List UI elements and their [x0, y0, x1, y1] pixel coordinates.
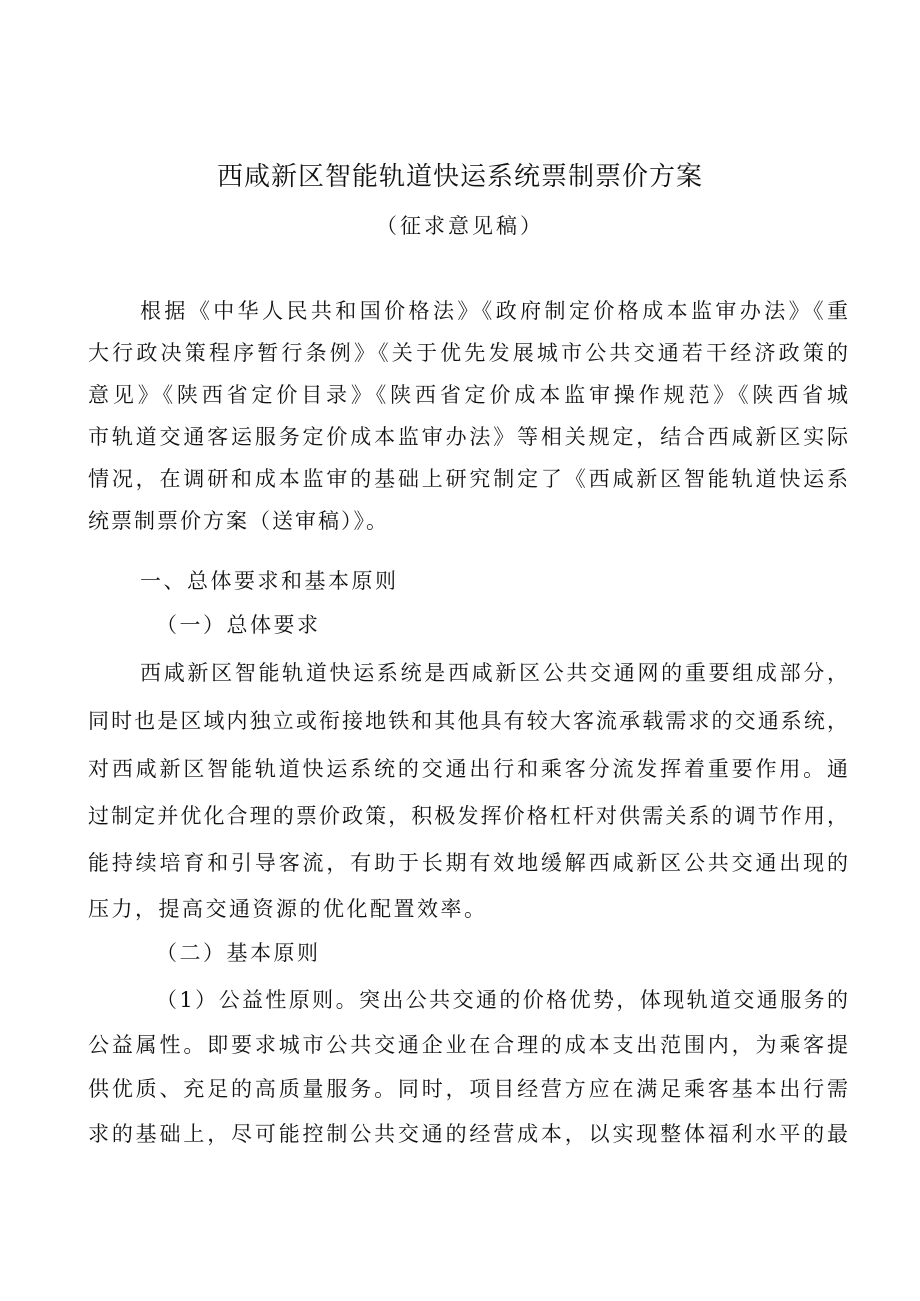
requirements-line: 压力，提高交通资源的优化配置效率。 [88, 897, 488, 921]
intro-line: 市轨道交通客运服务定价成本监审办法》等相关规定，结合西咸新区实际 [88, 425, 848, 449]
intro-line: 统票制票价方案（送审稿）》。 [88, 509, 389, 533]
principle-line: 公益属性。即要求城市公共交通企业在合理的成本支出范围内，为乘客提 [88, 1033, 848, 1057]
requirements-line: 同时也是区域内独立或衔接地铁和其他具有较大客流承载需求的交通系统， [88, 709, 848, 733]
intro-line: 意见》《陕西省定价目录》《陕西省定价成本监审操作规范》《陕西省城 [88, 383, 848, 407]
principle-line: 供优质、充足的高质量服务。同时，项目经营方应在满足乘客基本出行需 [88, 1077, 848, 1101]
requirements-line: 西咸新区智能轨道快运系统是西咸新区公共交通网的重要组成部分， [140, 661, 848, 685]
principle-line: （1）公益性原则。突出公共交通的价格优势，体现轨道交通服务的 [156, 988, 848, 1012]
requirements-line: 过制定并优化合理的票价政策，积极发挥价格杠杆对供需关系的调节作用， [88, 804, 848, 828]
requirements-line: 对西咸新区智能轨道快运系统的交通出行和乘客分流发挥着重要作用。通 [88, 757, 848, 781]
intro-line: 情况，在调研和成本监审的基础上研究制定了《西咸新区智能轨道快运系 [88, 467, 848, 491]
document-title: 西咸新区智能轨道快运系统票制票价方案 [216, 162, 703, 192]
intro-line: 大行政决策程序暂行条例》《关于优先发展城市公共交通若干经济政策的 [88, 341, 848, 365]
subsection-heading: （二）基本原则 [156, 941, 321, 965]
subsection-heading: （一）总体要求 [156, 613, 321, 637]
principle-line: 求的基础上，尽可能控制公共交通的经营成本，以实现整体福利水平的最 [88, 1122, 848, 1146]
intro-line: 根据《中华人民共和国价格法》《政府制定价格成本监审办法》《重 [140, 299, 848, 323]
document-subtitle: （征求意见稿） [376, 214, 544, 238]
section-heading: 一、总体要求和基本原则 [140, 569, 399, 593]
requirements-line: 能持续培育和引导客流，有助于长期有效地缓解西咸新区公共交通出现的 [88, 851, 848, 875]
